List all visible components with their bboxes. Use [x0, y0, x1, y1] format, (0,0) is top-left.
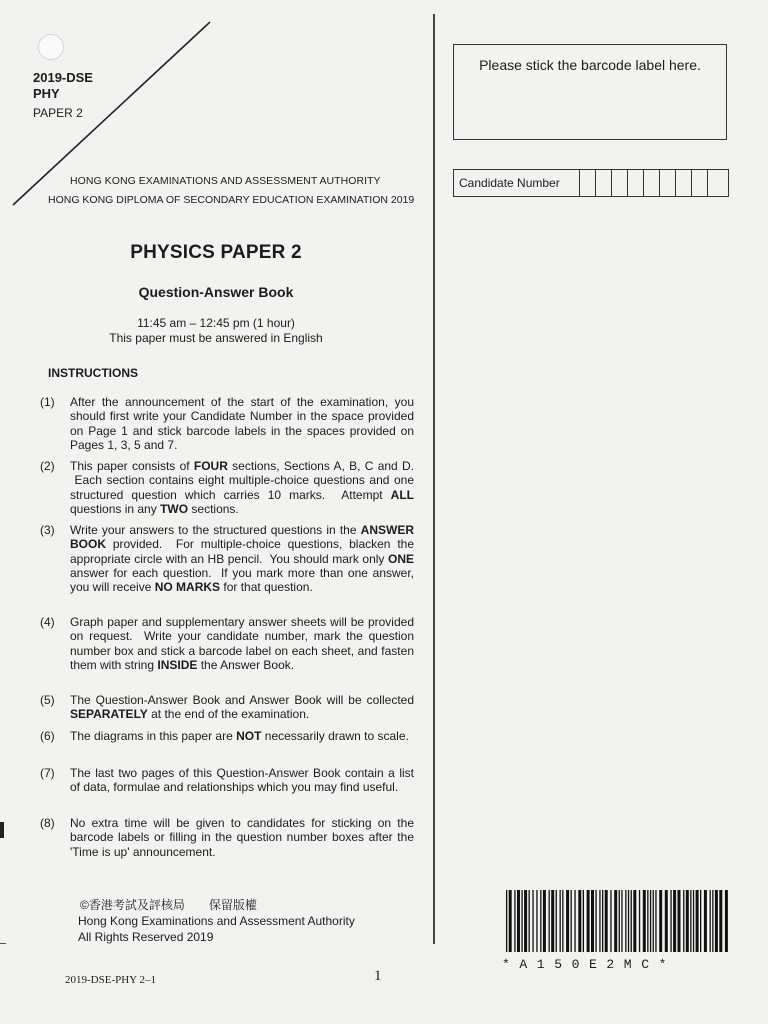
barcode-bar [619, 890, 620, 952]
barcode-bar [696, 890, 699, 952]
registration-mark [0, 822, 4, 838]
barcode-bar [610, 890, 611, 952]
page-footer-code: 2019-DSE-PHY 2–1 [65, 974, 156, 986]
barcode-bar [659, 890, 662, 952]
barcode-bar [571, 890, 572, 952]
candidate-number-box[interactable] [453, 169, 729, 197]
barcode-bar [506, 890, 507, 952]
exam-name: HONG KONG DIPLOMA OF SECONDARY EDUCATION EXAMINATION 2019 [48, 194, 415, 206]
page-divider [433, 14, 435, 944]
barcode-bar [673, 890, 676, 952]
barcode-bar [587, 890, 590, 952]
copyright-rights: All Rights Reserved 2019 [78, 930, 214, 944]
barcode-bar [529, 890, 530, 952]
barcode-bar [536, 890, 537, 952]
barcode-bar [653, 890, 654, 952]
authority-name: HONG KONG EXAMINATIONS AND ASSESSMENT AUTHORITY [70, 175, 381, 187]
barcode-bar [631, 890, 632, 952]
barcode-bar [725, 890, 728, 952]
instruction-text: No extra time will be given to candidates for sticking on the barcode labels or filling in the question number boxes after the 'Time is up' announcement. [70, 816, 414, 859]
barcode-bar [532, 890, 533, 952]
instructions-heading: INSTRUCTIONS [48, 366, 138, 380]
candidate-number-cells[interactable] [579, 170, 723, 196]
digit-cell[interactable] [579, 170, 595, 196]
barcode-text: *A150E2MC* [502, 957, 677, 972]
digit-cell[interactable] [691, 170, 707, 196]
barcode-bar [551, 890, 554, 952]
instruction-text: The last two pages of this Question-Answer Book contain a list of data, formulae and relationships which you may find useful. [70, 766, 414, 795]
barcode-bar [517, 890, 520, 952]
digit-cell[interactable] [659, 170, 675, 196]
barcode-bar [719, 890, 722, 952]
book-subtitle: Question-Answer Book [138, 284, 294, 300]
barcode-bar [693, 890, 694, 952]
instruction-text: This paper consists of FOUR sections, Sections A, B, C and D. Each section contains eight multiple-choice questions and one structured question which carries 10 marks. Attempt ALL questions in any TWO sections. [70, 459, 415, 516]
barcode-bar [683, 890, 684, 952]
barcode-bar [704, 890, 707, 952]
barcode-label-box[interactable] [453, 44, 727, 140]
barcode-icon [506, 890, 728, 952]
barcode-bar [655, 890, 656, 952]
barcode-bar [614, 890, 617, 952]
exam-time: 11:45 am – 12:45 pm (1 hour) [137, 316, 295, 330]
barcode-bar [690, 890, 691, 952]
barcode-bar [514, 890, 515, 952]
instruction-number: (8) [40, 816, 55, 830]
instruction-number: (6) [40, 729, 55, 743]
language-note: This paper must be answered in English [109, 331, 323, 345]
barcode-bar [665, 890, 668, 952]
digit-cell[interactable] [627, 170, 643, 196]
barcode-bar [710, 890, 711, 952]
page-title: PHYSICS PAPER 2 [130, 242, 302, 263]
instruction-text: Write your answers to the structured questions in the ANSWER BOOK provided. For multiple-choice questions, blacken the appropriate circle with an HB pencil. You should mark only ONE answer for each question. If you mark more than one answer, you will receive NO MARKS for that question. [70, 523, 414, 595]
barcode-bar [715, 890, 718, 952]
copyright-chinese: ©香港考試及評核局 保留版權 [80, 898, 257, 912]
barcode-bar [574, 890, 575, 952]
barcode-bar [595, 890, 596, 952]
barcode-bar [712, 890, 713, 952]
barcode-bar [578, 890, 581, 952]
barcode-bar [591, 890, 594, 952]
instruction-number: (5) [40, 693, 55, 707]
barcode-bar [686, 890, 689, 952]
subject-code: PHY [33, 86, 60, 101]
paper-label: PAPER 2 [33, 106, 83, 120]
digit-cell[interactable] [707, 170, 723, 196]
barcode-bar [556, 890, 557, 952]
barcode-bar [509, 890, 512, 952]
barcode-bar [562, 890, 563, 952]
instruction-number: (2) [40, 459, 55, 473]
barcode-bar [628, 890, 629, 952]
instruction-text: After the announcement of the start of the examination, you should first write your Candidate Number in the space provided on Page 1 and stick barcode labels in the spaces provided on Pages 1, 3, 5 and 7. [70, 395, 414, 452]
barcode-bar [549, 890, 550, 952]
barcode-bar [678, 890, 681, 952]
barcode-bar [583, 890, 584, 952]
digit-cell[interactable] [643, 170, 659, 196]
barcode-bar [599, 890, 600, 952]
barcode-bar [602, 890, 603, 952]
candidate-number-label: Candidate Number [459, 176, 560, 190]
barcode-bar [625, 890, 626, 952]
barcode-bar [670, 890, 671, 952]
barcode-bar [543, 890, 546, 952]
digit-cell[interactable] [675, 170, 691, 196]
instruction-number: (4) [40, 615, 55, 629]
barcode-bar [633, 890, 636, 952]
instruction-text: The diagrams in this paper are NOT necessarily drawn to scale. [70, 729, 409, 743]
barcode-bar [621, 890, 622, 952]
registration-tick [0, 943, 6, 944]
barcode-bar [605, 890, 608, 952]
instruction-number: (7) [40, 766, 55, 780]
copyright-authority: Hong Kong Examinations and Assessment Authority [78, 914, 355, 928]
barcode-bar [650, 890, 651, 952]
barcode-bar [524, 890, 527, 952]
instruction-text: The Question-Answer Book and Answer Book will be collected SEPARATELY at the end of the examination. [70, 693, 414, 722]
exam-code: 2019-DSE [33, 70, 93, 85]
barcode-bar [643, 890, 646, 952]
barcode-bar [540, 890, 541, 952]
digit-cell[interactable] [611, 170, 627, 196]
barcode-bar [521, 890, 522, 952]
digit-cell[interactable] [595, 170, 611, 196]
instruction-number: (1) [40, 395, 55, 409]
instruction-number: (3) [40, 523, 55, 537]
barcode-bar [639, 890, 640, 952]
barcode-bar [566, 890, 569, 952]
page-number: 1 [374, 968, 382, 984]
barcode-bar [560, 890, 561, 952]
barcode-label-instruction: Please stick the barcode label here. [479, 57, 701, 73]
barcode-bar [700, 890, 701, 952]
barcode-bar [647, 890, 648, 952]
instruction-text: Graph paper and supplementary answer sheets will be provided on request. Write your candidate number, mark the question number box and stick a barcode label on each sheet, and fasten them with string INSIDE the Answer Book. [70, 615, 414, 672]
